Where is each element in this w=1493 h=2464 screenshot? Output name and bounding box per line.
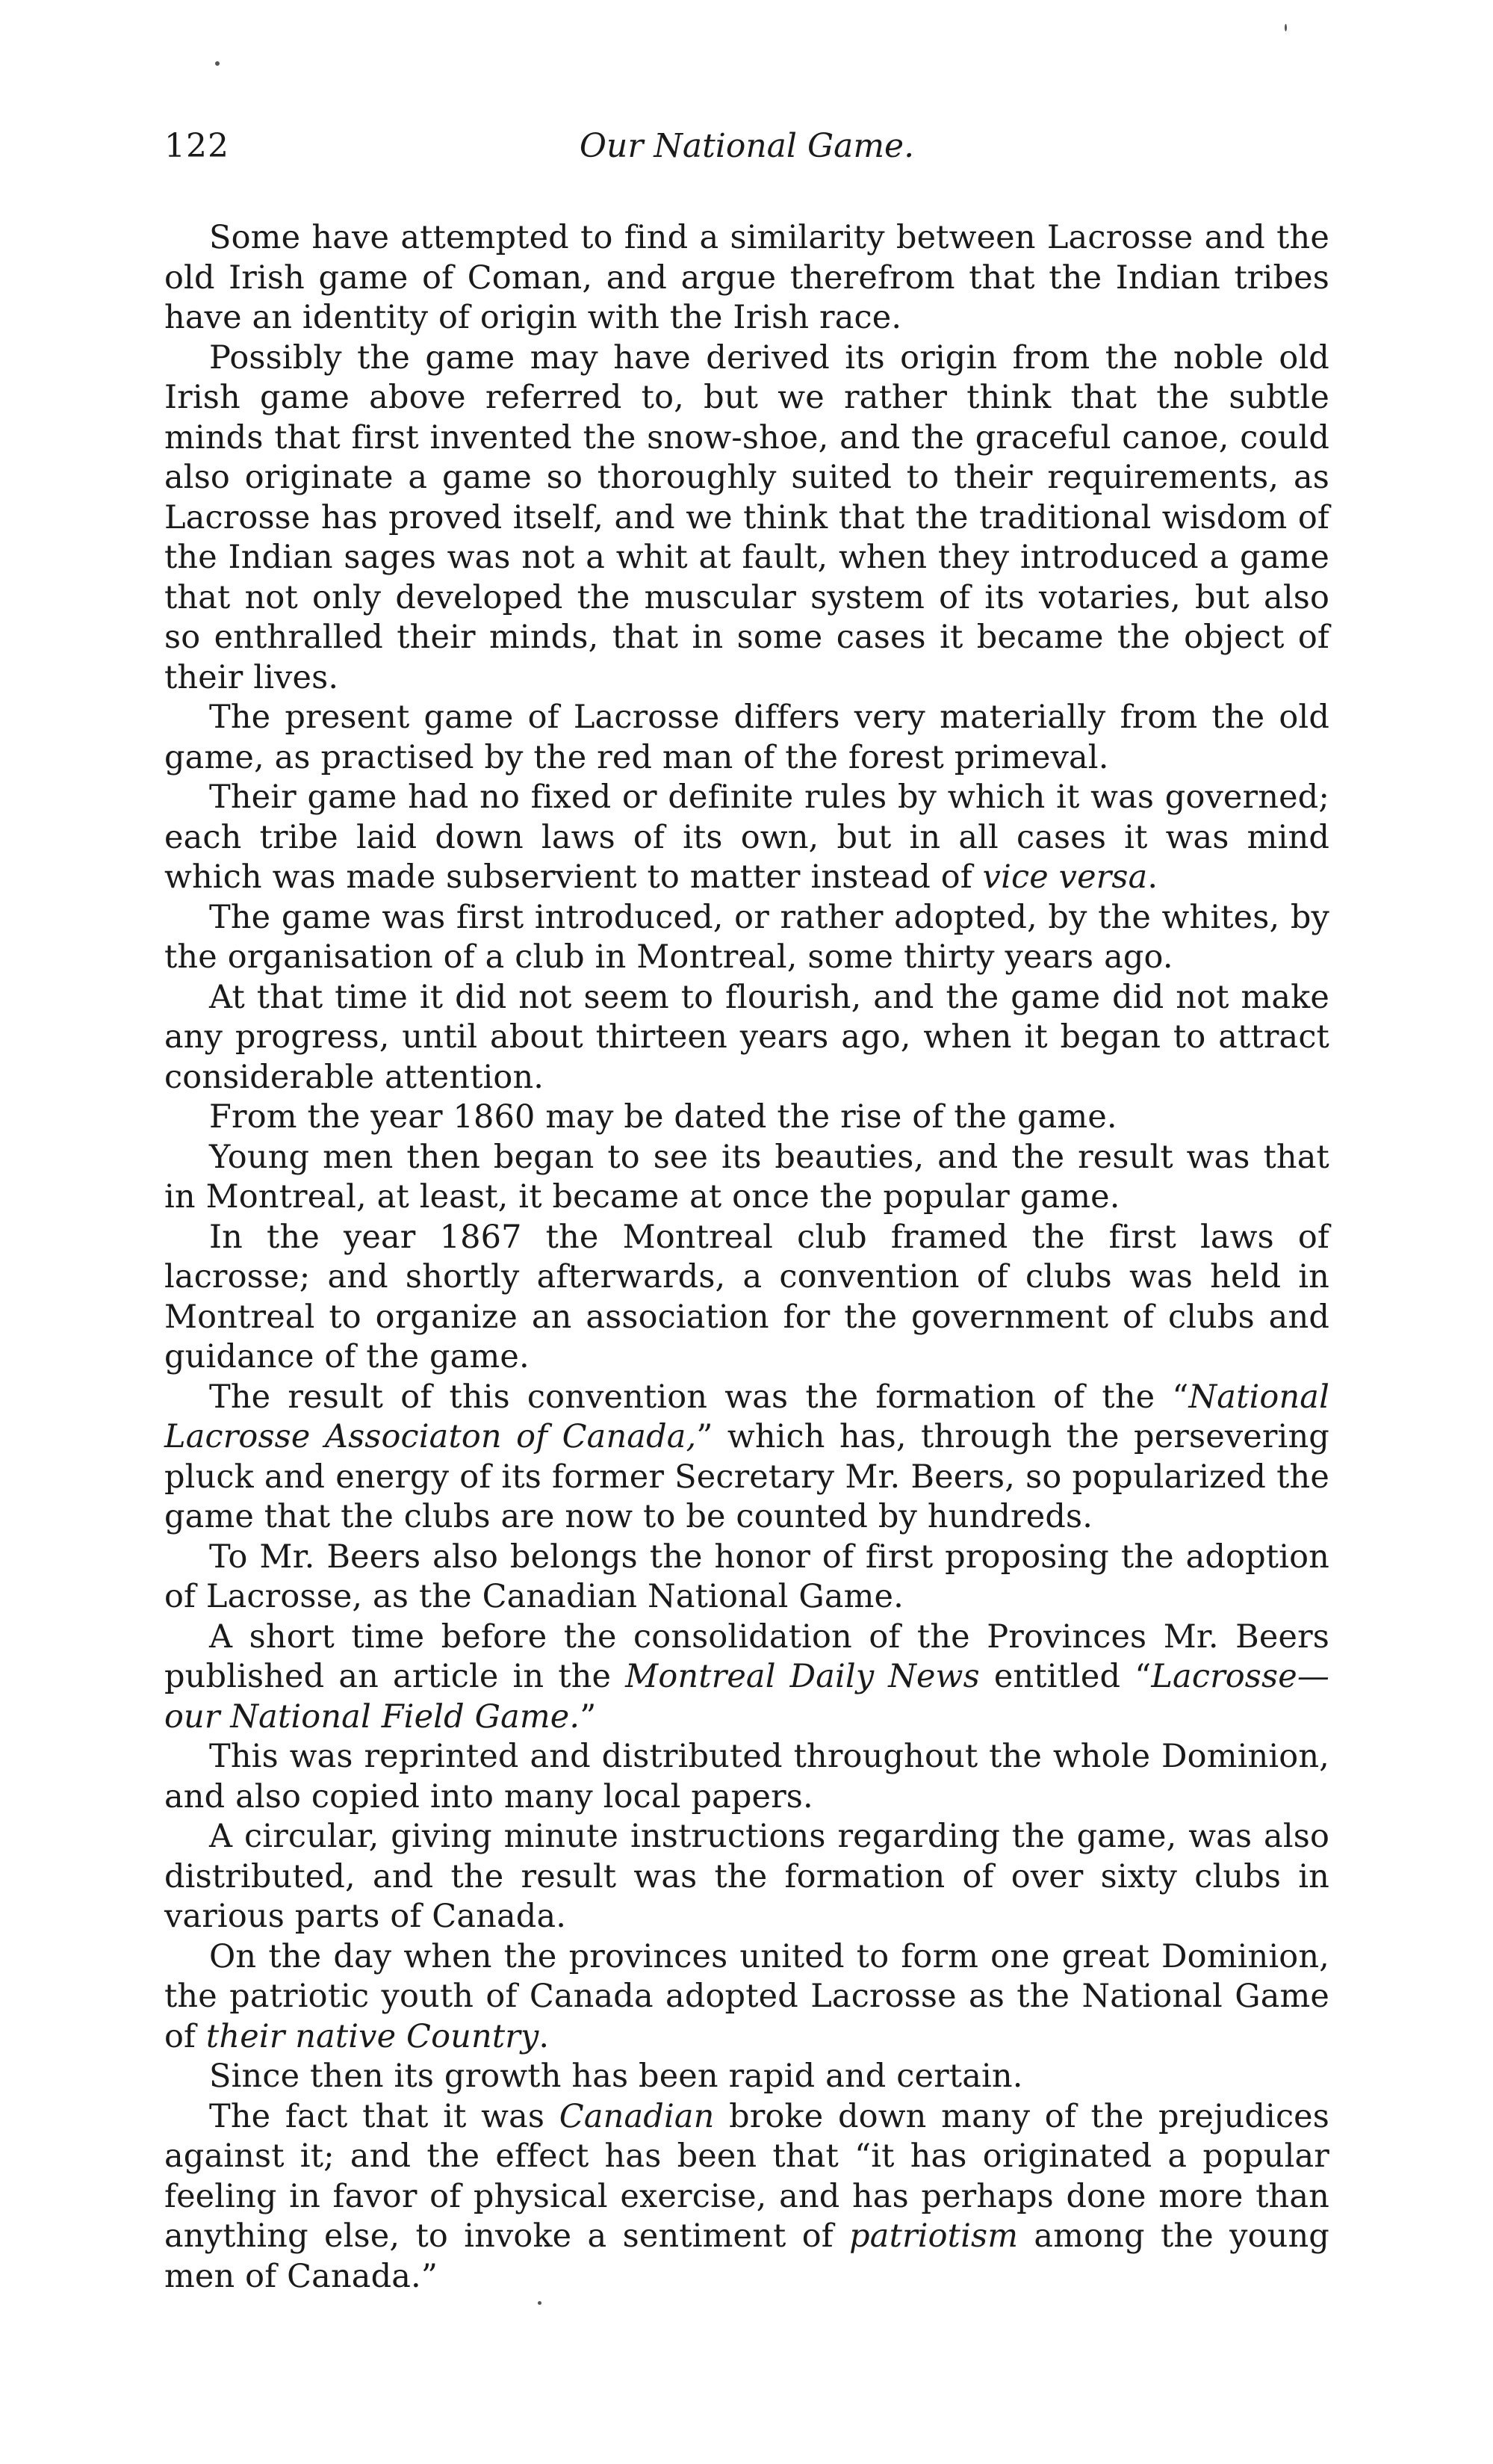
italic-phrase: Lacrosse—our National Field Game. xyxy=(164,1658,1329,1736)
paragraph: The present game of Lacrosse differs very materially from the old game, as practised by the red man of the forest primeval. xyxy=(164,699,1329,776)
italic-phrase: Canadian xyxy=(559,2097,715,2135)
paragraph: From the year 1860 may be dated the rise of the game. xyxy=(209,1098,1117,1136)
italic-phrase: Montreal Daily News xyxy=(625,1658,980,1695)
paragraph: The fact that it was Canadian broke down many of the prejudices against it; and the effect has been that “it has originated a popular feeling in favor of physical exercise, and has perhaps done more than anything else, to invoke a sentiment of patriotism among the young men of Canada.” xyxy=(164,2097,1329,2295)
paragraph: The game was first introduced, or rather adopted, by the whites, by the organisation of a club in Montreal, some thirty years ago. xyxy=(164,898,1329,976)
paragraph: A circular, giving minute instructions regarding the game, was also distributed, and the result was the formation of over sixty clubs in various parts of Canada. xyxy=(164,1818,1329,1935)
italic-phrase: patriotism xyxy=(849,2217,1019,2255)
paragraph: Possibly the game may have derived its origin from the noble old Irish game above referred to, but we rather think that the subtle minds that first invented the snow-shoe, and the graceful canoe, could also originate a game so thoroughly suited to their requirements, as Lacrosse has proved itself, and we think that the traditional wisdom of the Indian sages was not a whit at fault, when they introduced a game that not only developed the muscular system of its votaries, but also so enthralled their minds, that in some cases it became the object of their lives. xyxy=(164,338,1329,696)
paragraph: Young men then began to see its beauties, and the result was that in Montreal, at least, it became at once the popular game. xyxy=(164,1138,1329,1216)
body-text xyxy=(164,218,1329,2297)
page-number: 122 xyxy=(164,127,229,165)
italic-phrase: National Lacrosse Associaton of Canada, xyxy=(164,1378,1329,1455)
paragraph: In the year 1867 the Montreal club framed the first laws of lacrosse; and shortly afterwards, a convention of clubs was held in Montreal to organize an association for the government of clubs and guidance of the game. xyxy=(164,1218,1329,1375)
paragraph: This was reprinted and distributed throughout the whole Dominion, and also copied into many local papers. xyxy=(164,1738,1329,1816)
running-title: Our National Game. xyxy=(579,127,915,165)
paragraph: Some have attempted to find a similarity between Lacrosse and the old Irish game of Coman, and argue therefrom that the Indian tribes have an identity of origin with the Irish race. xyxy=(164,219,1329,336)
paragraph: A short time before the consolidation of the Provinces Mr. Beers published an article in the Montreal Daily News entitled “Lacrosse—our National Field Game.” xyxy=(164,1618,1329,1736)
page-header xyxy=(164,127,1329,187)
paragraph: On the day when the provinces united to form one great Dominion, the patriotic youth of Canada adopted Lacrosse as the National Game of their native Country. xyxy=(164,1937,1329,2055)
paragraph: At that time it did not seem to flourish, and the game did not make any progress, until about thirteen years ago, when it began to attract considerable attention. xyxy=(164,978,1329,1096)
italic-phrase: vice versa xyxy=(982,858,1148,896)
paragraph: To Mr. Beers also belongs the honor of first proposing the adoption of Lacrosse, as the Canadian National Game. xyxy=(164,1538,1329,1615)
paragraph: Since then its growth has been rapid and certain. xyxy=(209,2058,1023,2095)
italic-phrase: their native Country xyxy=(205,2017,539,2055)
paragraph: Their game had no fixed or definite rules by which it was governed; each tribe laid down laws of its own, but in all cases it was mind which was made subservient to matter instead of vice versa. xyxy=(164,778,1329,896)
paragraph: The result of this convention was the formation of the “National Lacrosse Associaton of Canada,” which has, through the persevering pluck and energy of its former Secretary Mr. Beers, so popularized the game that the clubs are now to be counted by hundreds. xyxy=(164,1378,1329,1535)
book-page xyxy=(164,127,1329,2297)
